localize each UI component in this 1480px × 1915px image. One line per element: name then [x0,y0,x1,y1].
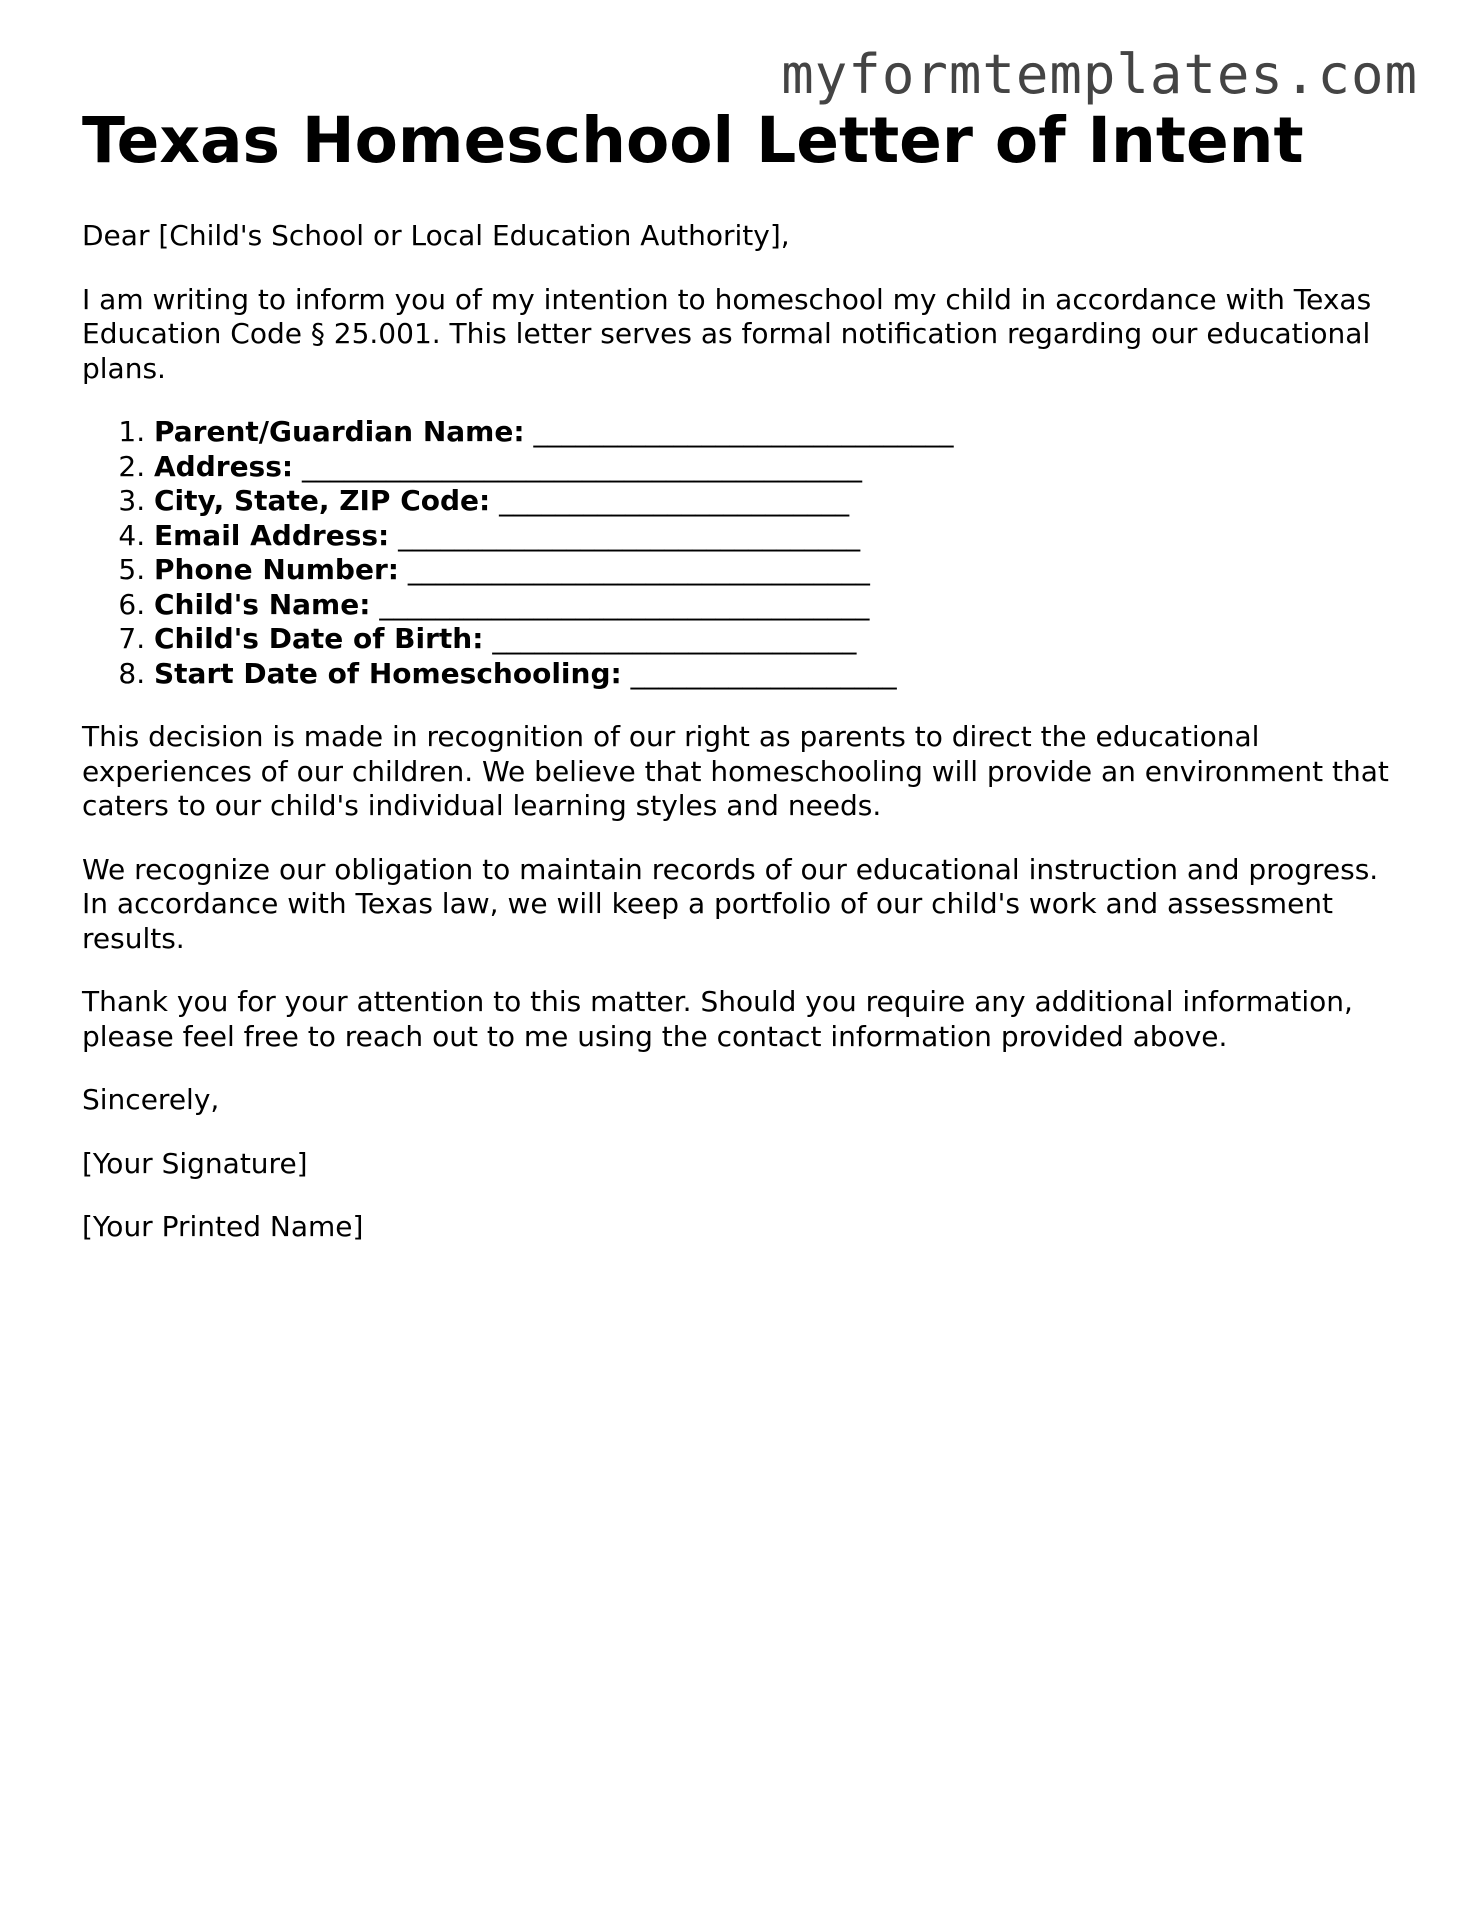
closing: Sincerely, [82,1083,220,1117]
field-email-address [154,519,1412,554]
letter-document [82,105,1412,1274]
field-label: Start Date of Homeschooling: [154,656,622,690]
site-watermark: myformtemplates.com [781,43,1418,106]
printed-name-placeholder: [Your Printed Name] [82,1210,364,1244]
field-blank: _________________________________ [407,553,870,587]
field-blank: ___________________________________ [379,587,870,621]
intro-paragraph: I am writing to inform you of my intention to homeschool my child in accordance with Texas Education Code § 25.001. This letter serves as formal notification regarding our educational plans. [82,282,1372,385]
field-label: Parent/Guardian Name: [154,415,525,449]
field-blank: ___________________ [630,656,897,690]
signature-placeholder: [Your Signature] [82,1146,308,1180]
field-city-state-zip [154,484,1412,519]
field-child-name [154,588,1412,623]
field-blank: ________________________________________ [302,449,862,483]
field-address [154,450,1412,485]
field-blank: ______________________________ [533,415,954,449]
field-start-date [154,657,1412,692]
field-blank: __________________________ [492,622,857,656]
field-label: Address: [154,449,294,483]
field-blank: _________________________________ [398,518,861,552]
field-label: City, State, ZIP Code: [154,484,491,518]
field-label: Child's Name: [154,587,371,621]
field-label: Child's Date of Birth: [154,622,484,656]
records-paragraph: We recognize our obligation to maintain records of our educational instruction and progress. In accordance with Texas law, we will keep a portfolio of our child's work and assessment results. [82,852,1379,955]
field-child-date-of-birth [154,622,1412,657]
field-parent-guardian-name [154,415,1412,450]
field-phone-number [154,553,1412,588]
field-label: Phone Number: [154,553,399,587]
decision-paragraph: This decision is made in recognition of our right as parents to direct the educational experiences of our children. We believe that homeschooling will provide an environment that caters to our child's individual learning styles and needs. [82,720,1389,823]
field-blank: _________________________ [499,484,850,518]
info-field-list [82,415,1412,691]
salutation: Dear [Child's School or Local Education Authority], [82,219,790,253]
page-title: Texas Homeschool Letter of Intent [82,104,1304,177]
thanks-paragraph: Thank you for your attention to this matter. Should you require any additional information, please feel free to reach out to me using the contact information provided above. [82,985,1353,1053]
field-label: Email Address: [154,518,390,552]
